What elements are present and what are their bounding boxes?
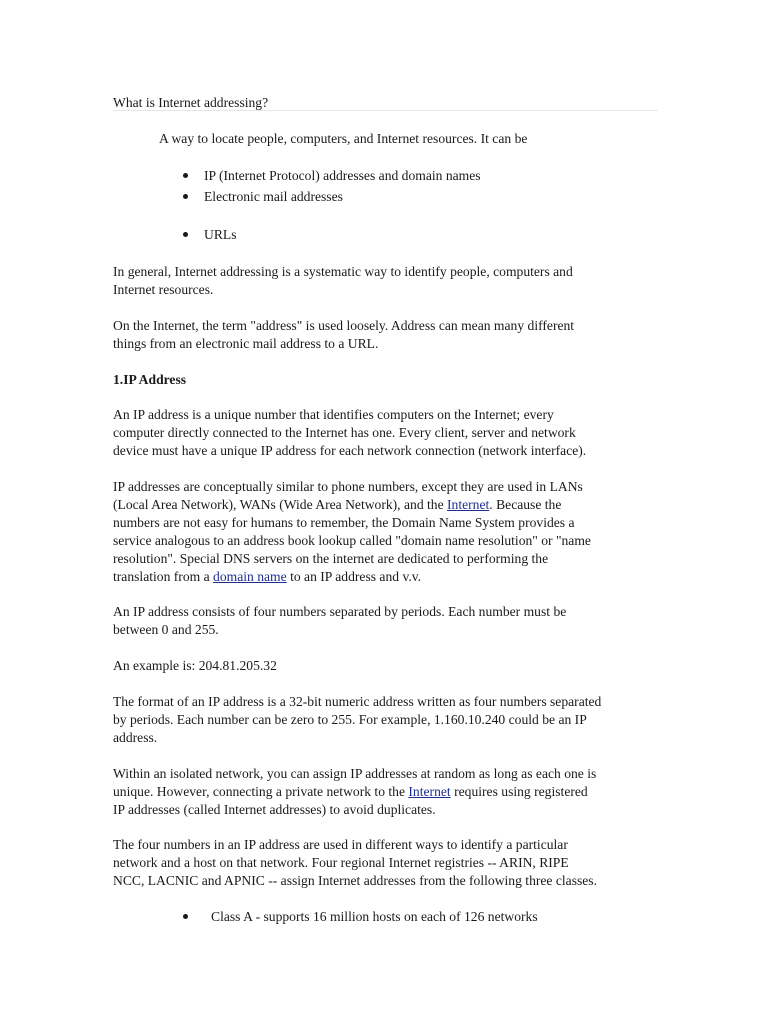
bullet-icon: [183, 914, 188, 919]
paragraph-line: An IP address consists of four numbers separated by periods. Each number must be: [113, 604, 567, 619]
text-fragment: requires using registered: [450, 784, 588, 799]
text-fragment: . Because the: [489, 497, 562, 512]
paragraph-line: NCC, LACNIC and APNIC -- assign Internet addresses from the following three classes.: [113, 873, 597, 888]
paragraph-line: [113, 783, 588, 801]
list-item: URLs: [204, 227, 237, 242]
text-fragment: (Local Area Network), WANs (Wide Area Network), and the: [113, 497, 448, 512]
paragraph-line: [113, 496, 561, 514]
page-title: What is Internet addressing?: [113, 95, 269, 110]
paragraph-line: In general, Internet addressing is a systematic way to identify people, computers and: [113, 264, 573, 279]
paragraph-line: An example is: 204.81.205.32: [113, 658, 277, 673]
paragraph-line: An IP address is a unique number that identifies computers on the Internet; every: [113, 407, 554, 422]
bullet-icon: [183, 232, 188, 237]
section-heading: 1.IP Address: [113, 372, 187, 387]
list-item: IP (Internet Protocol) addresses and domain names: [204, 168, 481, 183]
paragraph-line: resolution". Special DNS servers on the internet are dedicated to performing the: [113, 551, 549, 566]
paragraph-line: things from an electronic mail address to a URL.: [113, 336, 379, 351]
text-fragment: to an IP address and v.v.: [286, 569, 422, 584]
list-item: Electronic mail addresses: [204, 189, 343, 204]
domain-name-link[interactable]: domain name: [213, 569, 287, 584]
paragraph-line: by periods. Each number can be zero to 255. For example, 1.160.10.240 could be an IP: [113, 712, 587, 727]
paragraph-line: between 0 and 255.: [113, 622, 219, 637]
bullet-icon: [183, 173, 188, 178]
paragraph-line: The format of an IP address is a 32-bit numeric address written as four numbers separated: [113, 694, 602, 709]
title-divider: [113, 110, 658, 111]
paragraph-line: The four numbers in an IP address are used in different ways to identify a particular: [113, 837, 568, 852]
paragraph-line: Internet resources.: [113, 282, 214, 297]
intro-text: A way to locate people, computers, and Internet resources. It can be: [159, 131, 528, 146]
paragraph-line: IP addresses (called Internet addresses) to avoid duplicates.: [113, 802, 436, 817]
paragraph-line: On the Internet, the term "address" is used loosely. Address can mean many different: [113, 318, 575, 333]
text-fragment: unique. However, connecting a private network to the: [113, 784, 409, 799]
bullet-icon: [183, 194, 188, 199]
text-fragment: translation from a: [113, 569, 214, 584]
internet-link[interactable]: Internet: [447, 497, 490, 512]
paragraph-line: service analogous to an address book lookup called "domain name resolution" or "name: [113, 533, 591, 548]
paragraph-line: numbers are not easy for humans to remember, the Domain Name System provides a: [113, 515, 575, 530]
paragraph-line: device must have a unique IP address for each network connection (network interface).: [113, 443, 587, 458]
paragraph-line: [113, 568, 421, 586]
internet-link[interactable]: Internet: [408, 784, 451, 799]
list-item: Class A - supports 16 million hosts on each of 126 networks: [211, 909, 538, 924]
paragraph-line: IP addresses are conceptually similar to phone numbers, except they are used in LANs: [113, 479, 583, 494]
paragraph-line: Within an isolated network, you can assign IP addresses at random as long as each one is: [113, 766, 597, 781]
paragraph-line: computer directly connected to the Internet has one. Every client, server and network: [113, 425, 576, 440]
paragraph-line: address.: [113, 730, 158, 745]
paragraph-line: network and a host on that network. Four regional Internet registries -- ARIN, RIPE: [113, 855, 569, 870]
